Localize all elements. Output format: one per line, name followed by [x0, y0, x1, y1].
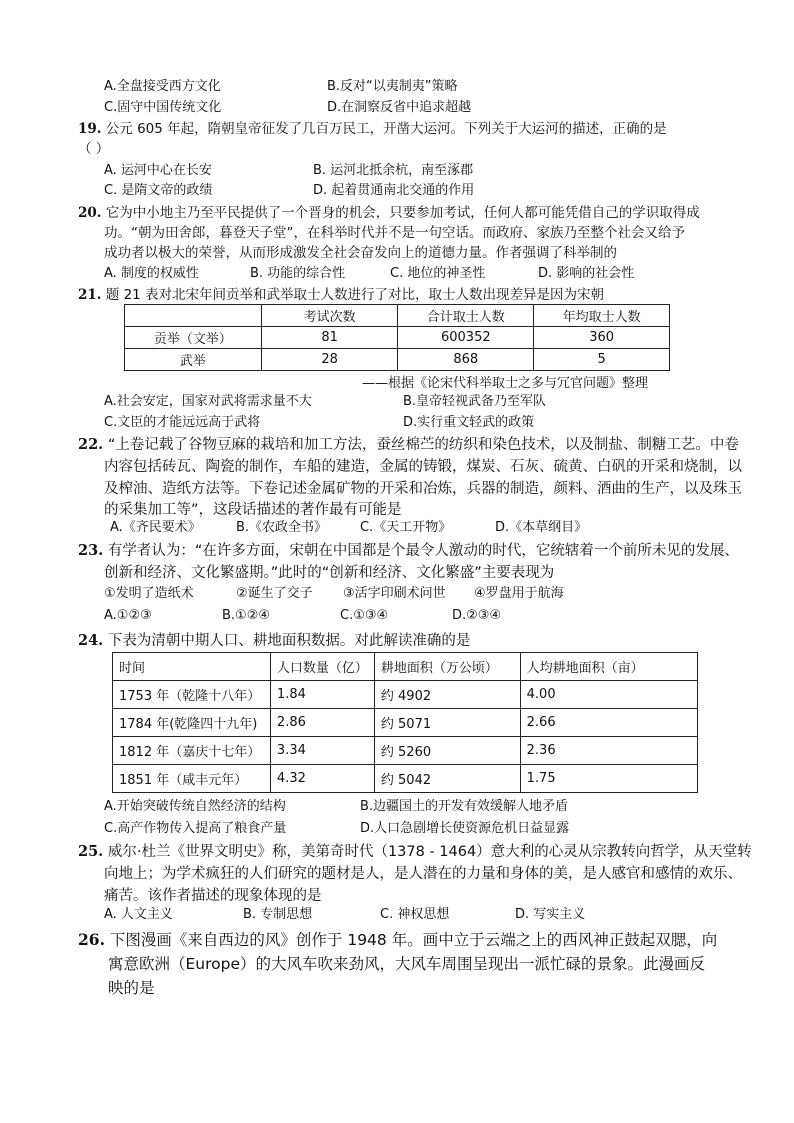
q20-option-a: A. 制度的权威性: [104, 266, 199, 281]
q22-option-d: D.《本草纲目》: [495, 520, 588, 535]
q19-option-c: C. 是隋文帝的政绩: [104, 183, 213, 198]
q21-table-row: [125, 349, 670, 371]
q20-stem-line1: 它为中小地主乃至平民提供了一个晋身的机会，只要参加考试，任何人都可能凭借自己的学识取得成: [105, 205, 700, 221]
q20-stem-line3: 成功者以极大的荣誉，从而形成激发全社会奋发向上的道德力量。作者强调了科举制的: [104, 245, 617, 261]
q22-stem-line2: 内容包括砖瓦、陶瓷的制作，车船的建造，金属的铸锻，煤炭、石灰、硫黄、白矾的开采和烧制，以: [104, 459, 742, 475]
q21-cell: 360: [534, 327, 670, 349]
q26-stem-line1: 下图漫画《来自西边的风》创作于 1948 年。画中立于云端之上的西风神正鼓起双腮，向: [109, 931, 718, 949]
q24-table-header-row: [113, 653, 698, 681]
q24-cell: 2.86: [270, 709, 374, 737]
q19-number: 19.: [78, 121, 102, 137]
q23-option-a: A.①②③: [104, 608, 152, 623]
q19-stem: [78, 120, 667, 138]
q18-option-d: D.在洞察反省中追求超越: [327, 100, 472, 115]
q21-number: 21.: [78, 287, 102, 303]
q24-table-row: [113, 681, 698, 709]
q24-number: 24.: [78, 632, 104, 649]
q21-cell: 28: [261, 349, 398, 371]
q21-option-c: C.文臣的才能远远高于武将: [104, 415, 261, 430]
q21-option-a: A.社会安定，国家对武将需求量不大: [104, 394, 312, 409]
q21-option-d: D.实行重文轻武的政策: [403, 415, 535, 430]
q21-cell: 81: [261, 327, 398, 349]
q19-stem-line2: （ ）: [78, 141, 110, 157]
q22-option-c: C.《天工开物》: [360, 520, 452, 535]
q24-cell: 2.36: [520, 737, 697, 765]
q24-option-a: A.开始突破传统自然经济的结构: [104, 799, 286, 814]
q24-cell: 约 5042: [374, 765, 520, 793]
q24-header-cell: 时间: [113, 653, 271, 681]
q25-option-b: B. 专制思想: [243, 907, 313, 922]
q21-header-cell: 合计取士人数: [398, 305, 534, 327]
q24-cell: 1812 年（嘉庆十七年）: [113, 737, 271, 765]
q19-option-d: D. 起着贯通南北交通的作用: [313, 183, 475, 198]
q23-stem-line2: 创新和经济、文化繁盛期。”此时的“创新和经济、文化繁盛”主要表现为: [104, 565, 555, 581]
q24-table-row: [113, 765, 698, 793]
q26-stem-line3: 映的是: [108, 979, 155, 997]
q22-stem: [78, 434, 739, 456]
q18-option-c: C.固守中国传统文化: [104, 100, 222, 115]
q26-stem: [78, 928, 717, 952]
q25-stem-line3: 痛苦。该作者描述的现象体现的是: [104, 888, 322, 904]
q23-item-4: ④罗盘用于航海: [474, 586, 564, 601]
q24-stem-text: 下表为清朝中期人口、耕地面积数据。对此解读准确的是: [107, 633, 471, 649]
q24-cell: 1784 年(乾隆四十九年): [113, 709, 271, 737]
q24-cell: 4.32: [270, 765, 374, 793]
q21-source: ——根据《论宋代科举取士之多与冗官问题》整理: [362, 376, 649, 391]
q24-table-row: [113, 737, 698, 765]
q25-option-d: D. 写实主义: [515, 907, 586, 922]
q20-option-b: B. 功能的综合性: [250, 266, 346, 281]
q21-header-cell: 年均取士人数: [534, 305, 670, 327]
q21-cell: 868: [398, 349, 534, 371]
q23-option-b: B.①②④: [222, 608, 271, 623]
q24-cell: 1753 年（乾隆十八年）: [113, 681, 271, 709]
q21-cell: 5: [534, 349, 670, 371]
q24-cell: 1.84: [270, 681, 374, 709]
q21-table-header-row: [125, 305, 670, 327]
q23-option-d: D.②③④: [452, 608, 502, 623]
q24-cell: 3.34: [270, 737, 374, 765]
q19-stem-line1: 公元 605 年起，隋朝皇帝征发了几百万民工，开凿大运河。下列关于大运河的描述，正确的是: [105, 121, 667, 137]
q26-number: 26.: [78, 930, 105, 949]
q24-cell: 1.75: [520, 765, 697, 793]
q21-option-b: B.皇帝轻视武备乃至军队: [403, 394, 547, 409]
q21-header-cell: [125, 305, 262, 327]
q22-option-a: A.《齐民要术》: [110, 520, 201, 535]
q21-cell: 600352: [398, 327, 534, 349]
q23-item-1: ①发明了造纸术: [104, 586, 194, 601]
q25-option-a: A. 人文主义: [104, 907, 173, 922]
q24-table-row: [113, 709, 698, 737]
q20-stem: [78, 204, 700, 222]
q24-cell: 约 4902: [374, 681, 520, 709]
q21-header-cell: 考试次数: [261, 305, 398, 327]
q21-cell: 武举: [125, 349, 262, 371]
q24-option-d: D.人口急剧增长使资源危机日益显露: [360, 821, 570, 836]
q21-table-row: [125, 327, 670, 349]
q22-option-b: B.《农政全书》: [236, 520, 328, 535]
q24-header-cell: 耕地面积（万公顷）: [374, 653, 520, 681]
q25-stem: [78, 841, 752, 863]
q23-number: 23.: [78, 542, 104, 559]
q20-option-d: D. 影响的社会性: [538, 266, 635, 281]
q24-header-cell: 人口数量（亿）: [270, 653, 374, 681]
q22-stem-line4: 的采集加工等”，这段话描述的著作最有可能是: [104, 502, 402, 518]
q23-stem-line1: 有学者认为：“在许多方面，宋朝在中国都是个最令人激动的时代，它统辖着一个前所未见的发展、: [107, 543, 739, 559]
q18-option-a: A.全盘接受西方文化: [104, 79, 221, 94]
q24-stem: [78, 630, 470, 652]
q21-stem: [78, 286, 604, 304]
q20-stem-line2: 功。“朝为田舍郎，暮登天子堂”，在科举时代并不是一句空话。而政府、家族乃至整个社会又给予: [104, 225, 685, 241]
q24-option-b: B.边疆国土的开发有效缓解人地矛盾: [360, 799, 569, 814]
q25-stem-line1: 威尔·杜兰《世界文明史》称，美第奇时代（1378 - 1464）意大利的心灵从宗教转向哲学，从天堂转: [107, 844, 752, 860]
q24-cell: 2.66: [520, 709, 697, 737]
q20-number: 20.: [78, 205, 102, 221]
q23-option-c: C.①③④: [340, 608, 389, 623]
q25-option-c: C. 神权思想: [380, 907, 450, 922]
q22-stem-line1: “上卷记载了谷物豆麻的栽培和加工方法，蚕丝棉苎的纺织和染色技术，以及制盐、制糖工艺。中卷: [107, 437, 739, 453]
q19-option-a: A. 运河中心在长安: [104, 163, 212, 178]
q21-stem-text: 题 21 表对北宋年间贡举和武举取士人数进行了对比，取士人数出现差异是因为宋朝: [105, 287, 605, 303]
q23-item-3: ③活字印刷术问世: [343, 586, 446, 601]
q24-cell: 约 5071: [374, 709, 520, 737]
q18-option-b: B.反对“以夷制夷”策略: [327, 79, 458, 94]
q22-number: 22.: [78, 436, 104, 453]
q25-number: 25.: [78, 843, 104, 860]
q24-table: [112, 652, 698, 793]
q24-header-cell: 人均耕地面积（亩）: [520, 653, 697, 681]
q24-cell: 1851 年（咸丰元年）: [113, 765, 271, 793]
q19-option-b: B. 运河北抵余杭，南至涿郡: [313, 163, 474, 178]
q21-cell: 贡举（文举）: [125, 327, 262, 349]
q25-stem-line2: 向地上；为学术疯狂的人们研究的题材是人，是人潜在的力量和身体的美，是人感官和感情的欢乐、: [104, 866, 742, 882]
q24-cell: 约 5260: [374, 737, 520, 765]
q24-option-c: C.高产作物传入提高了粮食产量: [104, 821, 287, 836]
q24-cell: 4.00: [520, 681, 697, 709]
q23-item-2: ②诞生了交子: [236, 586, 313, 601]
q20-option-c: C. 地位的神圣性: [390, 266, 486, 281]
q26-stem-line2: 寓意欧洲（Europe）的大风车吹来劲风，大风车周围呈现出一派忙碌的景象。此漫画反: [108, 955, 706, 973]
q21-table: [124, 304, 670, 371]
q23-stem: [78, 540, 739, 562]
q22-stem-line3: 及榨油、造纸方法等。下卷记述金属矿物的开采和冶炼，兵器的制造，颜料、酒曲的生产，以及珠玉: [104, 481, 742, 497]
